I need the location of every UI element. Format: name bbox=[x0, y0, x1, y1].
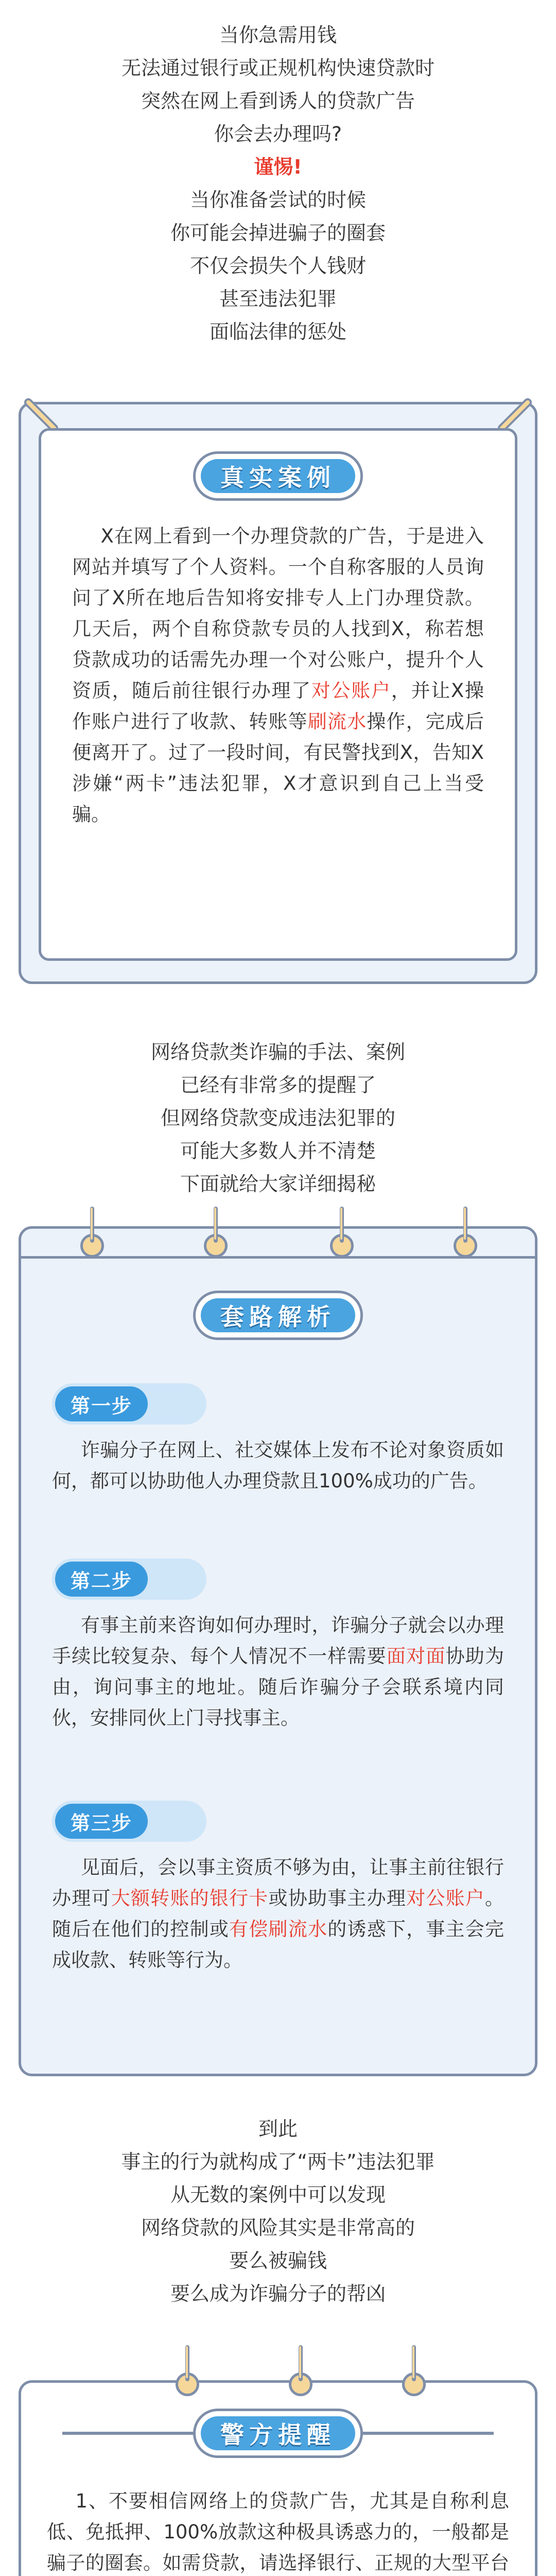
intro-line: 可能大多数人并不清楚 bbox=[180, 1140, 376, 1162]
intro-line: 到此 bbox=[258, 2117, 298, 2140]
tips-title-badge bbox=[193, 2409, 363, 2458]
step-badge bbox=[52, 1801, 206, 1842]
intro-line: 当你准备尝试的时候 bbox=[189, 189, 366, 211]
intro-line: 要么被骗钱 bbox=[229, 2249, 327, 2272]
intro-line: 不仅会损失个人钱财 bbox=[189, 255, 366, 277]
intro-line: 要么成为诈骗分子的帮凶 bbox=[170, 2282, 386, 2305]
intro-line: 面临法律的惩处 bbox=[209, 320, 346, 343]
intro-line: 突然在网上看到诱人的贷款广告 bbox=[141, 90, 415, 112]
intro-line: 但网络贷款变成违法犯罪的 bbox=[160, 1107, 395, 1129]
intro-line: 事主的行为就构成了“两卡”违法犯罪 bbox=[121, 2150, 435, 2173]
binder-ring-icon bbox=[80, 1234, 104, 1258]
case-title-badge bbox=[193, 451, 363, 501]
tips-title: 警方提醒 bbox=[220, 2421, 336, 2449]
step-label: 第二步 bbox=[70, 1569, 132, 1592]
step-text: 见面后，会以事主资质不够为由，让事主前往银行办理可大额转账的银行卡或协助事主办理对公账户。随后在他们的控制或有偿刷流水的诱惑下，事主会完成收款、转账等行为。 bbox=[52, 1856, 505, 1971]
intro-line: 网络贷款的风险其实是非常高的 bbox=[141, 2216, 415, 2239]
tricks-title: 套路解析 bbox=[220, 1303, 336, 1331]
binder-ring-icon bbox=[176, 2372, 199, 2396]
highlight-text: 有偿刷流水 bbox=[229, 1918, 328, 1940]
intro-line: 已经有非常多的提醒了 bbox=[180, 1074, 376, 1096]
binder-ring-icon bbox=[204, 1234, 228, 1258]
case-card bbox=[19, 402, 537, 984]
tip-item: 1、不要相信网络上的贷款广告，尤其是自称利息低、免抵押、100%放款这种极具诱惑力的，一般都是骗子的圈套。如需贷款，请选择银行、正规的大型平台 bbox=[47, 2490, 509, 2574]
binder-ring-icon bbox=[454, 1234, 477, 1258]
highlight-text: 刷流水 bbox=[307, 710, 367, 733]
intro-section-1 bbox=[0, 19, 556, 348]
highlight-text: 面对面 bbox=[386, 1645, 446, 1667]
binder-ring-icon bbox=[402, 2372, 426, 2396]
intro-line: 甚至违法犯罪 bbox=[219, 287, 337, 310]
step-badge bbox=[52, 1558, 206, 1600]
tips-card bbox=[19, 2380, 537, 2576]
tricks-title-badge bbox=[193, 1291, 363, 1340]
highlight-text: 对公账户 bbox=[406, 1887, 485, 1909]
intro-line: 当你急需用钱 bbox=[219, 24, 337, 46]
step-text: 诈骗分子在网上、社交媒体上发布不论对象资质如何，都可以协助他人办理贷款且100%成功的广告。 bbox=[52, 1439, 504, 1492]
intro-line: 你会去办理吗? bbox=[214, 123, 342, 145]
intro-line: 下面就给大家详细揭秘 bbox=[180, 1173, 376, 1195]
tricks-card bbox=[19, 1226, 537, 2076]
intro-line: 网络贷款类诈骗的手法、案例 bbox=[150, 1041, 405, 1063]
binder-ring-icon bbox=[289, 2372, 312, 2396]
case-inner-panel bbox=[39, 428, 517, 961]
step-label: 第一步 bbox=[70, 1394, 132, 1417]
case-text: X在网上看到一个办理贷款的广告，于是进入网站并填写了个人资料。一个自称客服的人员询问了X所在地后告知将安排专人上门办理贷款。几天后，两个自称贷款专员的人找到X，称若想贷款成功的话需先办理一个对公账户，提升个人资质，随后前往银行办理了对公账户，并让X操作账户进行了收款、转账等刷流水操作，完成后便离开了。过了一段时间，有民警找到X，告知X涉嫌“两卡”违法犯罪，X才意识到自己上当受骗。 bbox=[72, 525, 484, 825]
highlight-text: 对公账户 bbox=[311, 680, 391, 702]
intro-section-3 bbox=[0, 2112, 556, 2310]
highlight-text: 大额转账的银行卡 bbox=[111, 1887, 269, 1909]
binder-ring-icon bbox=[330, 1234, 354, 1258]
step-text: 有事主前来咨询如何办理时，诈骗分子就会以办理手续比较复杂、每个人情况不一样需要面对面协助为由，询问事主的地址。随后诈骗分子会联系境内同伙，安排同伙上门寻找事主。 bbox=[52, 1614, 505, 1729]
intro-section-2 bbox=[0, 1036, 556, 1200]
intro-line: 你可能会掉进骗子的圈套 bbox=[170, 222, 386, 244]
step-badge bbox=[52, 1383, 206, 1425]
intro-line: 从无数的案例中可以发现 bbox=[170, 2183, 386, 2206]
step-label: 第三步 bbox=[70, 1811, 132, 1835]
warning-text: 谨惕! bbox=[254, 156, 302, 178]
intro-line: 无法通过银行或正规机构快速贷款时 bbox=[121, 57, 435, 79]
case-title: 真实案例 bbox=[220, 464, 336, 492]
